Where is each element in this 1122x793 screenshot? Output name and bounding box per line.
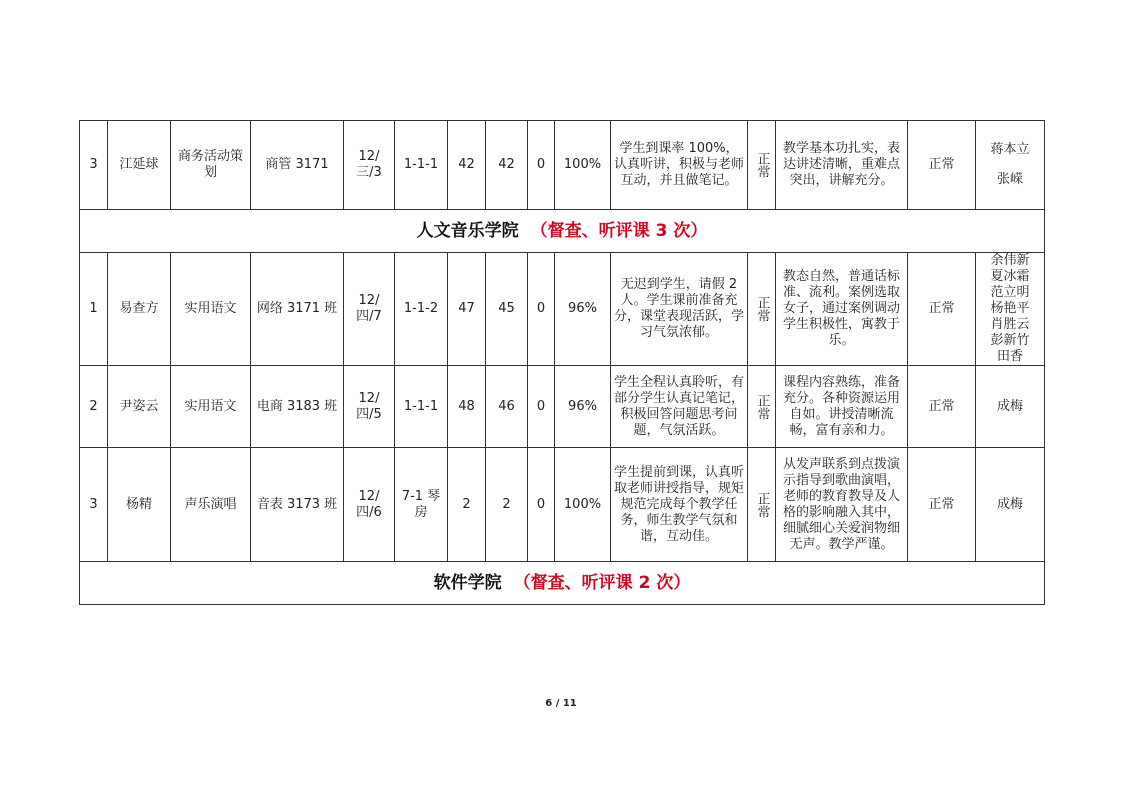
class-order: 正常 bbox=[748, 253, 776, 366]
result: 正常 bbox=[908, 121, 976, 210]
table-row bbox=[80, 121, 1045, 210]
observer-name: 余伟新 bbox=[990, 253, 1030, 268]
room: 1-1-2 bbox=[395, 253, 448, 366]
absent-count: 0 bbox=[528, 121, 555, 210]
course-name: 声乐演唱 bbox=[171, 448, 251, 562]
class-name: 电商 3183 班 bbox=[251, 366, 344, 448]
class-order: 正常 bbox=[748, 366, 776, 448]
observer-name: 彭新竹 bbox=[990, 333, 1030, 348]
teacher-name: 尹姿云 bbox=[108, 366, 171, 448]
table-row bbox=[80, 448, 1045, 562]
course-name: 商务活动策划 bbox=[171, 121, 251, 210]
attendance-rate: 100% bbox=[555, 448, 611, 562]
inspection-table bbox=[79, 120, 1045, 605]
teaching-evaluation: 教学基本功扎实，表达讲述清晰，重难点突出，讲解充分。 bbox=[776, 121, 908, 210]
attendance-rate: 96% bbox=[555, 253, 611, 366]
row-number: 3 bbox=[80, 121, 108, 210]
enrolled-count: 48 bbox=[448, 366, 486, 448]
observer-name: 肖胜云 bbox=[990, 317, 1030, 332]
table-row bbox=[80, 366, 1045, 448]
section-title: 人文音乐学院 bbox=[416, 221, 519, 241]
observers bbox=[976, 448, 1045, 562]
present-count: 42 bbox=[486, 121, 528, 210]
student-status: 学生全程认真聆听，有部分学生认真记笔记，积极回答问题思考问题，气氛活跃。 bbox=[611, 366, 748, 448]
enrolled-count: 42 bbox=[448, 121, 486, 210]
result: 正常 bbox=[908, 253, 976, 366]
result: 正常 bbox=[908, 448, 976, 562]
table-row bbox=[80, 253, 1045, 366]
teaching-evaluation: 从发声联系到点拨演示指导到歌曲演唱，老师的教育教导及人格的影响融入其中，细腻细心关爱润物细无声。教学严谨。 bbox=[776, 448, 908, 562]
room: 1-1-1 bbox=[395, 366, 448, 448]
date: 12/四/5 bbox=[344, 366, 395, 448]
teacher-name: 江延球 bbox=[108, 121, 171, 210]
class-name: 网络 3171 班 bbox=[251, 253, 344, 366]
enrolled-count: 2 bbox=[448, 448, 486, 562]
class-name: 音表 3173 班 bbox=[251, 448, 344, 562]
observers bbox=[976, 121, 1045, 210]
observer-name: 蒋本立 bbox=[990, 142, 1030, 157]
result: 正常 bbox=[908, 366, 976, 448]
row-number: 1 bbox=[80, 253, 108, 366]
enrolled-count: 47 bbox=[448, 253, 486, 366]
page-number: 6 / 11 bbox=[545, 698, 577, 709]
absent-count: 0 bbox=[528, 448, 555, 562]
teacher-name: 杨精 bbox=[108, 448, 171, 562]
observer-name: 张嵘 bbox=[996, 172, 1023, 187]
observer-name: 范立明 bbox=[990, 285, 1030, 300]
date: 12/四/6 bbox=[344, 448, 395, 562]
absent-count: 0 bbox=[528, 253, 555, 366]
teaching-evaluation: 课程内容熟练，准备充分。各种资源运用自如。讲授清晰流畅，富有亲和力。 bbox=[776, 366, 908, 448]
date: 12/三/3 bbox=[344, 121, 395, 210]
attendance-rate: 100% bbox=[555, 121, 611, 210]
observers bbox=[976, 366, 1045, 448]
course-name: 实用语文 bbox=[171, 253, 251, 366]
row-number: 3 bbox=[80, 448, 108, 562]
section-title: 软件学院 bbox=[433, 573, 502, 593]
present-count: 46 bbox=[486, 366, 528, 448]
row-number: 2 bbox=[80, 366, 108, 448]
attendance-rate: 96% bbox=[555, 366, 611, 448]
section-header bbox=[80, 562, 1045, 605]
observer-name: 成梅 bbox=[996, 398, 1023, 414]
course-name: 实用语文 bbox=[171, 366, 251, 448]
observers bbox=[976, 253, 1045, 366]
section-note: （督查、听评课 3 次） bbox=[530, 221, 708, 241]
student-status: 学生提前到课，认真听取老师讲授指导，规矩规范完成每个教学任务，师生教学气氛和谐，互动佳。 bbox=[611, 448, 748, 562]
observer-name: 田香 bbox=[996, 349, 1023, 364]
absent-count: 0 bbox=[528, 366, 555, 448]
teaching-evaluation: 教态自然，普通话标准、流利。案例选取女子，通过案例调动学生积极性，寓教于乐。 bbox=[776, 253, 908, 366]
observer-name: 成梅 bbox=[996, 496, 1023, 512]
class-name: 商管 3171 bbox=[251, 121, 344, 210]
student-status: 无迟到学生，请假 2 人。学生课前准备充分，课堂表现活跃，学习气氛浓郁。 bbox=[611, 253, 748, 366]
room: 7-1 琴房 bbox=[395, 448, 448, 562]
date: 12/四/7 bbox=[344, 253, 395, 366]
room: 1-1-1 bbox=[395, 121, 448, 210]
class-order: 正常 bbox=[748, 121, 776, 210]
observer-name: 夏冰霜 bbox=[990, 269, 1030, 284]
teacher-name: 易查方 bbox=[108, 253, 171, 366]
student-status: 学生到课率 100%，认真听讲，积极与老师互动，并且做笔记。 bbox=[611, 121, 748, 210]
section-note: （督查、听评课 2 次） bbox=[513, 573, 691, 593]
class-order: 正常 bbox=[748, 448, 776, 562]
observer-name: 杨艳平 bbox=[990, 301, 1030, 316]
present-count: 45 bbox=[486, 253, 528, 366]
present-count: 2 bbox=[486, 448, 528, 562]
section-header bbox=[80, 210, 1045, 253]
